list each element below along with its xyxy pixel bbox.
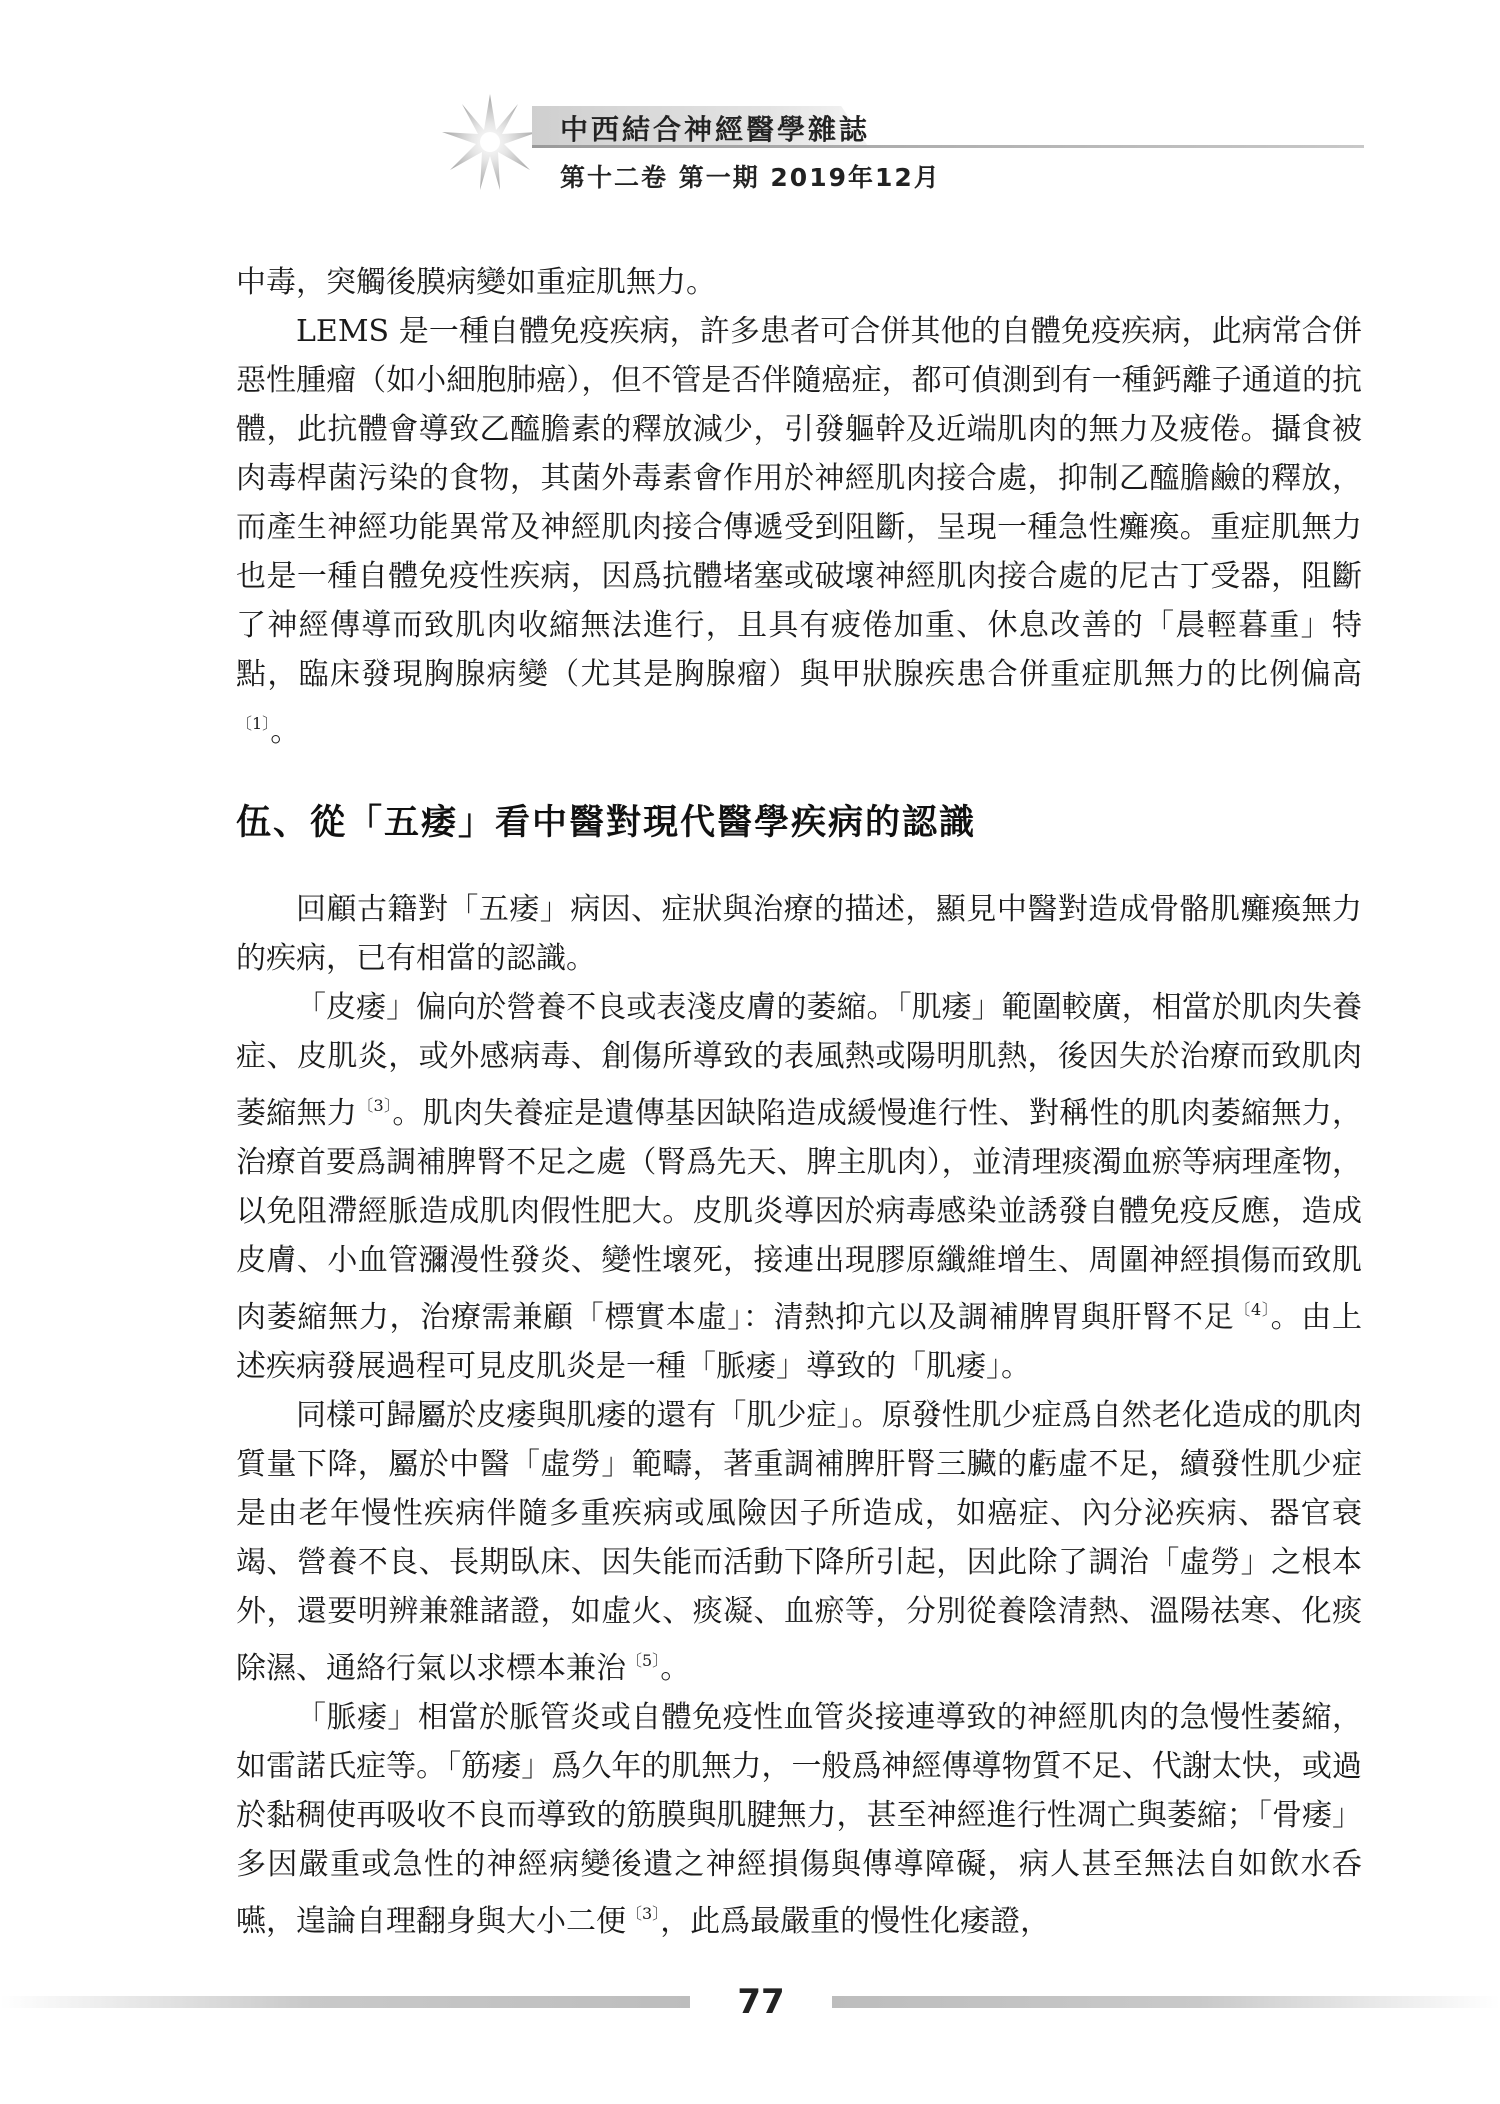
issue-info: 第十二卷 第一期 2019年12月: [560, 163, 941, 192]
paragraph-text: 。肌肉失養症是遺傳基因缺陷造成緩慢進行性、對稱性的肌肉萎縮無力，治療首要爲調補脾腎不足之處（腎爲先天、脾主肌肉），並清理痰濁血瘀等病理產物，以免阻滯經脈造成肌肉假性肥大。皮肌炎導因於病毒感染並誘發自體免疫反應，造成皮膚、小血管瀰漫性發炎、變性壞死，接連出現膠原纖維增生、周圍神經損傷而致肌肉萎縮無力，治療需兼顧「標實本虛」：清熱抑亢以及調補脾胃與肝腎不足: [236, 1096, 1363, 1335]
citation-ref: 〔4〕: [1234, 1300, 1271, 1319]
paragraph-text: 中毒，突觸後膜病變如重症肌無力。: [236, 265, 716, 300]
page-number: 77: [737, 1982, 785, 2022]
article-body: [236, 258, 1362, 1946]
paragraph-text: 。: [270, 714, 301, 749]
paragraph-text: 「皮痿」偏向於營養不良或表淺皮膚的萎縮。「肌痿」範圍較廣，相當於肌肉失養症、皮肌炎，或外感病毒、創傷所導致的表風熱或陽明肌熱，後因失於治療而致肌肉萎縮無力: [236, 990, 1362, 1131]
paragraph-text: 。由上述疾病發展過程可見皮肌炎是一種「脈痿」導致的「肌痿」。: [236, 1300, 1363, 1384]
paragraph: [236, 307, 1362, 756]
journal-title: 中西結合神經醫學雜誌: [560, 113, 871, 146]
paragraph-text: LEMS 是一種自體免疫疾病，許多患者可合併其他的自體免疫疾病，此病常合併惡性腫瘤（如小細胞肺癌），但不管是否伴隨癌症，都可偵測到有一種鈣離子通道的抗體，此抗體會導致乙醯膽素的釋放減少，引發軀幹及近端肌肉的無力及疲倦。攝食被肉毒桿菌污染的食物，其菌外毒素會作用於神經肌肉接合處，抑制乙醯膽鹼的釋放，而產生神經功能異常及神經肌肉接合傳遞受到阻斷，呈現一種急性癱瘓。重症肌無力也是一種自體免疫性疾病，因爲抗體堵塞或破壞神經肌肉接合處的尼古丁受器，阻斷了神經傳導而致肌肉收縮無法進行，且具有疲倦加重、休息改善的「晨輕暮重」特點，臨床發現胸腺病變（尤其是胸腺瘤）與甲狀腺疾患合併重症肌無力的比例偏高: [236, 314, 1362, 692]
paragraph-text: ，此爲最嚴重的慢性化痿證，: [660, 1904, 1051, 1939]
section-heading: 伍、從「五痿」看中醫對現代醫學疾病的認識: [236, 803, 977, 843]
citation-ref: 〔5〕: [626, 1651, 661, 1670]
citation-ref: 〔1〕: [236, 714, 271, 733]
paragraph-text: 回顧古籍對「五痿」病因、症狀與治療的描述，顯見中醫對造成骨骼肌癱瘓無力的疾病，已有相當的認識。: [236, 892, 1362, 976]
paragraph: [236, 1693, 1362, 1946]
citation-ref: 〔3〕: [357, 1096, 393, 1115]
footer-bar-right: [832, 1996, 1500, 2008]
paragraph: [236, 1391, 1362, 1693]
footer-bar-left: [0, 1996, 690, 2008]
paragraph-text: 。: [660, 1651, 691, 1686]
star-burst-icon: [440, 92, 540, 192]
paragraph: [236, 258, 1362, 307]
citation-ref: 〔3〕: [626, 1904, 661, 1923]
paragraph-text: 同樣可歸屬於皮痿與肌痿的還有「肌少症」。原發性肌少症爲自然老化造成的肌肉質量下降，屬於中醫「虛勞」範疇，著重調補脾肝腎三臟的虧虛不足，續發性肌少症是由老年慢性疾病伴隨多重疾病或風險因子所造成，如癌症、內分泌疾病、器官衰竭、營養不良、長期臥床、因失能而活動下降所引起，因此除了調治「虛勞」之根本外，還要明辨兼雜諸證，如虛火、痰凝、血瘀等，分別從養陰清熱、溫陽祛寒、化痰除濕、通絡行氣以求標本兼治: [236, 1398, 1362, 1686]
running-header: [0, 0, 1500, 230]
paragraph: [236, 983, 1362, 1391]
paragraph: [236, 885, 1362, 983]
paragraph-text: 「脈痿」相當於脈管炎或自體免疫性血管炎接連導致的神經肌肉的急慢性萎縮，如雷諾氏症等。「筋痿」爲久年的肌無力，一般爲神經傳導物質不足、代謝太快，或過於黏稠使再吸收不良而導致的筋膜與肌腱無力，甚至神經進行性凋亡與萎縮；「骨痿」多因嚴重或急性的神經病變後遺之神經損傷與傳導障礙，病人甚至無法自如飲水呑嚥，遑論自理翻身與大小二便: [236, 1700, 1362, 1939]
